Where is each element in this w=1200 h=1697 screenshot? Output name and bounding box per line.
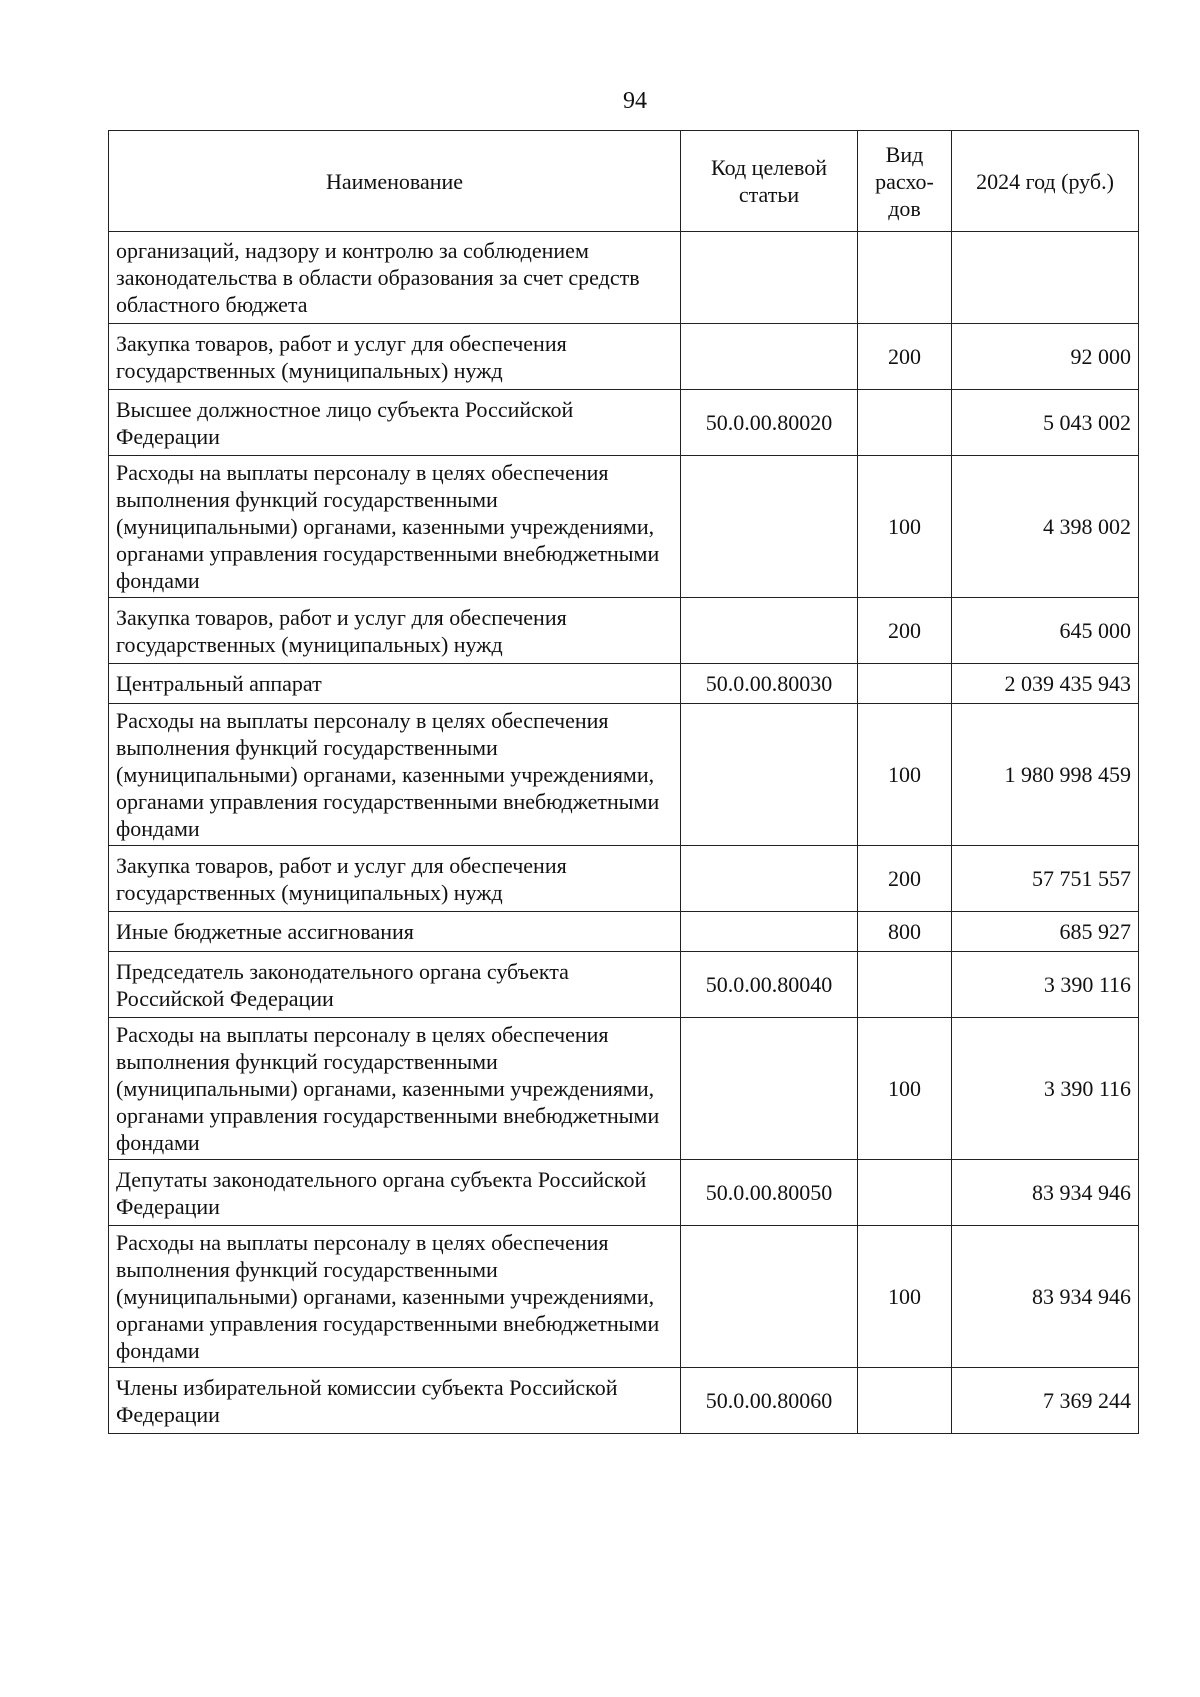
cell-code	[681, 324, 858, 390]
cell-kind: 100	[858, 456, 952, 598]
cell-code: 50.0.00.80030	[681, 664, 858, 704]
cell-kind	[858, 390, 952, 456]
cell-amount: 83 934 946	[952, 1160, 1139, 1226]
cell-amount: 3 390 116	[952, 952, 1139, 1018]
cell-amount: 685 927	[952, 912, 1139, 952]
cell-code	[681, 846, 858, 912]
table-row	[109, 598, 1139, 664]
cell-name: организаций, надзору и контролю за соблюдением законодательства в области образования за счет средств областного бюджета	[109, 232, 681, 324]
cell-amount: 1 980 998 459	[952, 704, 1139, 846]
cell-name: Расходы на выплаты персоналу в целях обеспечения выполнения функций государственными (муниципальными) органами, казенными учреждениями, органами управления государственными внебюджетными фондами	[109, 704, 681, 846]
cell-kind: 200	[858, 846, 952, 912]
cell-name: Центральный аппарат	[109, 664, 681, 704]
table-row	[109, 1160, 1139, 1226]
cell-kind	[858, 664, 952, 704]
cell-amount: 645 000	[952, 598, 1139, 664]
cell-amount: 83 934 946	[952, 1226, 1139, 1368]
cell-kind: 100	[858, 1226, 952, 1368]
cell-kind	[858, 1368, 952, 1434]
cell-name: Расходы на выплаты персоналу в целях обеспечения выполнения функций государственными (муниципальными) органами, казенными учреждениями, органами управления государственными внебюджетными фондами	[109, 456, 681, 598]
table-row	[109, 456, 1139, 598]
table-row	[109, 704, 1139, 846]
cell-code: 50.0.00.80060	[681, 1368, 858, 1434]
cell-name: Депутаты законодательного органа субъекта Российской Федерации	[109, 1160, 681, 1226]
cell-amount: 57 751 557	[952, 846, 1139, 912]
cell-kind: 200	[858, 598, 952, 664]
cell-name: Расходы на выплаты персоналу в целях обеспечения выполнения функций государственными (муниципальными) органами, казенными учреждениями, органами управления государственными внебюджетными фондами	[109, 1018, 681, 1160]
cell-code	[681, 912, 858, 952]
cell-code: 50.0.00.80020	[681, 390, 858, 456]
table-row	[109, 952, 1139, 1018]
table-header-row	[109, 131, 1139, 232]
budget-table	[108, 130, 1139, 1434]
cell-kind	[858, 952, 952, 1018]
table-row	[109, 846, 1139, 912]
cell-amount: 7 369 244	[952, 1368, 1139, 1434]
table-row	[109, 1368, 1139, 1434]
cell-amount: 2 039 435 943	[952, 664, 1139, 704]
table-row	[109, 232, 1139, 324]
cell-name: Закупка товаров, работ и услуг для обеспечения государственных (муниципальных) нужд	[109, 846, 681, 912]
cell-code	[681, 704, 858, 846]
cell-code	[681, 456, 858, 598]
cell-name: Закупка товаров, работ и услуг для обеспечения государственных (муниципальных) нужд	[109, 324, 681, 390]
column-header-name: Наименование	[109, 131, 681, 232]
cell-kind	[858, 232, 952, 324]
table-row	[109, 324, 1139, 390]
cell-kind: 200	[858, 324, 952, 390]
cell-amount: 92 000	[952, 324, 1139, 390]
cell-name: Высшее должностное лицо субъекта Российской Федерации	[109, 390, 681, 456]
cell-amount: 4 398 002	[952, 456, 1139, 598]
cell-name: Председатель законодательного органа субъекта Российской Федерации	[109, 952, 681, 1018]
column-header-kind: Вид расхо-дов	[858, 131, 952, 232]
cell-kind: 100	[858, 704, 952, 846]
cell-code: 50.0.00.80050	[681, 1160, 858, 1226]
cell-amount: 5 043 002	[952, 390, 1139, 456]
page-number: 94	[623, 88, 647, 114]
cell-code	[681, 1018, 858, 1160]
table-body	[109, 232, 1139, 1434]
cell-code: 50.0.00.80040	[681, 952, 858, 1018]
cell-code	[681, 232, 858, 324]
column-header-code: Код целевой статьи	[681, 131, 858, 232]
cell-code	[681, 1226, 858, 1368]
column-header-amount: 2024 год (руб.)	[952, 131, 1139, 232]
table-row	[109, 1018, 1139, 1160]
cell-name: Расходы на выплаты персоналу в целях обеспечения выполнения функций государственными (муниципальными) органами, казенными учреждениями, органами управления государственными внебюджетными фондами	[109, 1226, 681, 1368]
cell-name: Члены избирательной комиссии субъекта Российской Федерации	[109, 1368, 681, 1434]
cell-code	[681, 598, 858, 664]
table-row	[109, 664, 1139, 704]
table-row	[109, 1226, 1139, 1368]
cell-kind	[858, 1160, 952, 1226]
cell-name: Закупка товаров, работ и услуг для обеспечения государственных (муниципальных) нужд	[109, 598, 681, 664]
cell-name: Иные бюджетные ассигнования	[109, 912, 681, 952]
table-row	[109, 912, 1139, 952]
cell-kind: 100	[858, 1018, 952, 1160]
cell-kind: 800	[858, 912, 952, 952]
cell-amount: 3 390 116	[952, 1018, 1139, 1160]
table-row	[109, 390, 1139, 456]
cell-amount	[952, 232, 1139, 324]
